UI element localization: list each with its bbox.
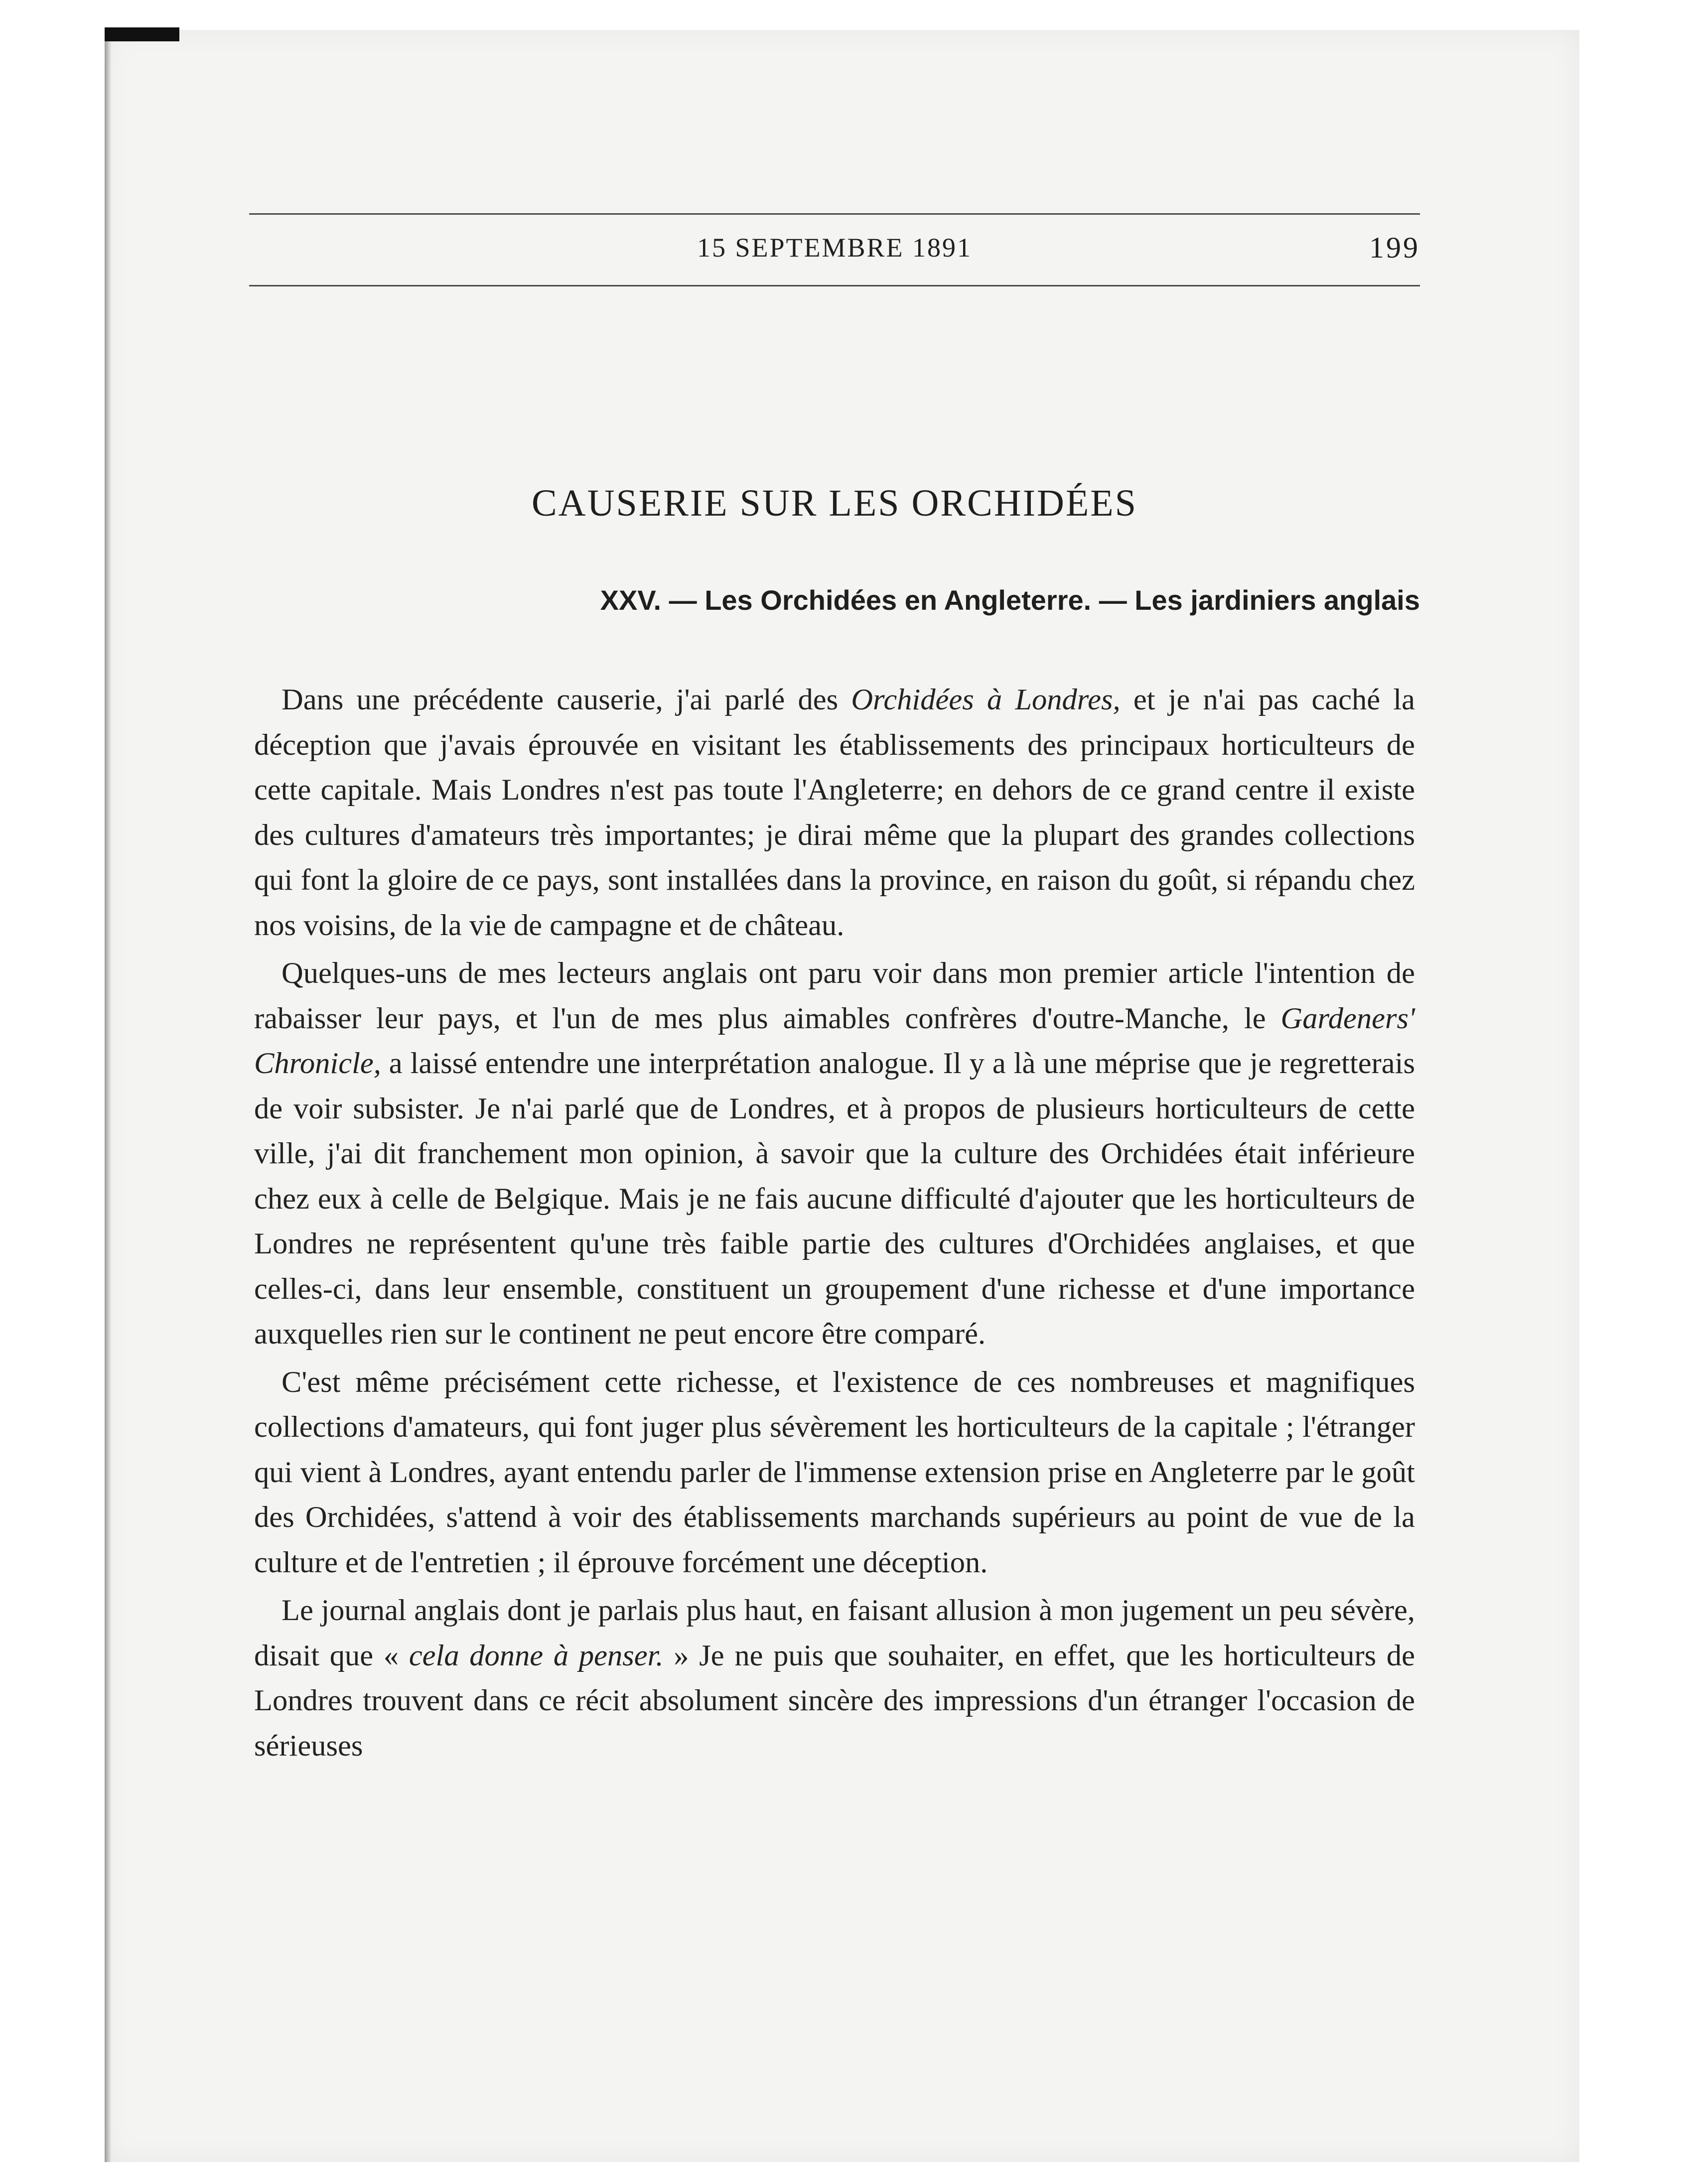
article-title: CAUSERIE SUR LES ORCHIDÉES bbox=[532, 482, 1137, 524]
italic-text: cela donne à penser. bbox=[409, 1638, 664, 1672]
body-paragraph bbox=[254, 1360, 1415, 1586]
header-rule-top bbox=[249, 213, 1420, 215]
header-date: 15 SEPTEMBRE 1891 bbox=[697, 233, 973, 263]
header-rule-bottom bbox=[249, 285, 1420, 286]
paragraph-text: et je n'ai pas caché la déception que j'avais éprouvée en visitant les établissements des principaux horticulteurs de cette capitale. Mais Londres n'est pas toute l'Angleterre; en dehors de ce grand centre il existe des cultures d'amateurs très importantes; je dirai même que la plupart des grandes collections qui font la gloire de ce pays, sont installées dans la province, en raison du goût, si répandu chez nos voisins, de la vie de campagne et de château. bbox=[254, 683, 1415, 942]
paragraph-text: Quelques-uns de mes lecteurs anglais ont paru voir dans mon premier article l'intention de rabaisser leur pays, et l'un de mes plus aimables confrères d'outre-Manche, le bbox=[254, 956, 1415, 1035]
italic-text: Gardeners' Chronicle, bbox=[254, 1001, 1415, 1080]
scan-corner-mark bbox=[105, 27, 179, 41]
paragraph-text: » Je ne puis que souhaiter, en effet, que les horticulteurs de Londres trouvent dans ce récit absolument sincère des impressions d'un étranger l'occasion de sérieuses bbox=[254, 1638, 1415, 1763]
paragraph-text: Le journal anglais dont je parlais plus haut, en faisant allusion à mon jugement un peu sévère, disait que « bbox=[254, 1594, 1415, 1672]
paragraph-text: Dans une précédente causerie, j'ai parlé des bbox=[282, 683, 851, 716]
article-subtitle: XXV. — Les Orchidées en Angleterre. — Les jardiniers anglais bbox=[600, 584, 1420, 616]
binding-shadow bbox=[105, 30, 112, 2162]
body-paragraph bbox=[254, 951, 1415, 1357]
body-paragraph bbox=[254, 1588, 1415, 1769]
page-number: 199 bbox=[1369, 231, 1420, 264]
running-header bbox=[249, 225, 1420, 270]
body-paragraph bbox=[254, 678, 1415, 948]
italic-text: Orchidées à Londres, bbox=[851, 683, 1121, 716]
paragraph-text: C'est même précisément cette richesse, et l'existence de ces nombreuses et magnifiques collections d'amateurs, qui font juger plus sévèrement les horticulteurs de la capitale ; l'étranger qui vient à Londres, ayant entendu parler de l'immense extension prise en Angleterre par le goût des Orchidées, s'attend à voir des établissements marchands supérieurs au point de vue de la culture et de l'entretien ; il éprouve forcément une déception. bbox=[254, 1365, 1415, 1579]
article-body bbox=[254, 678, 1415, 1769]
paragraph-text: a laissé entendre une interprétation analogue. Il y a là une méprise que je regretterais de voir subsister. Je n'ai parlé que de Londres, et à propos de plusieurs horticulteurs de cette ville, j'ai dit franchement mon opinion, à savoir que la culture des Orchidées était inférieure chez eux à celle de Belgique. Mais je ne fais aucune difficulté d'ajouter que les horticulteurs de Londres ne représentent qu'une très faible partie des cultures d'Orchidées anglaises, et que celles-ci, dans leur ensemble, constituent un groupement d'une richesse et d'une importance auxquelles rien sur le continent ne peut encore être comparé. bbox=[254, 1047, 1415, 1351]
